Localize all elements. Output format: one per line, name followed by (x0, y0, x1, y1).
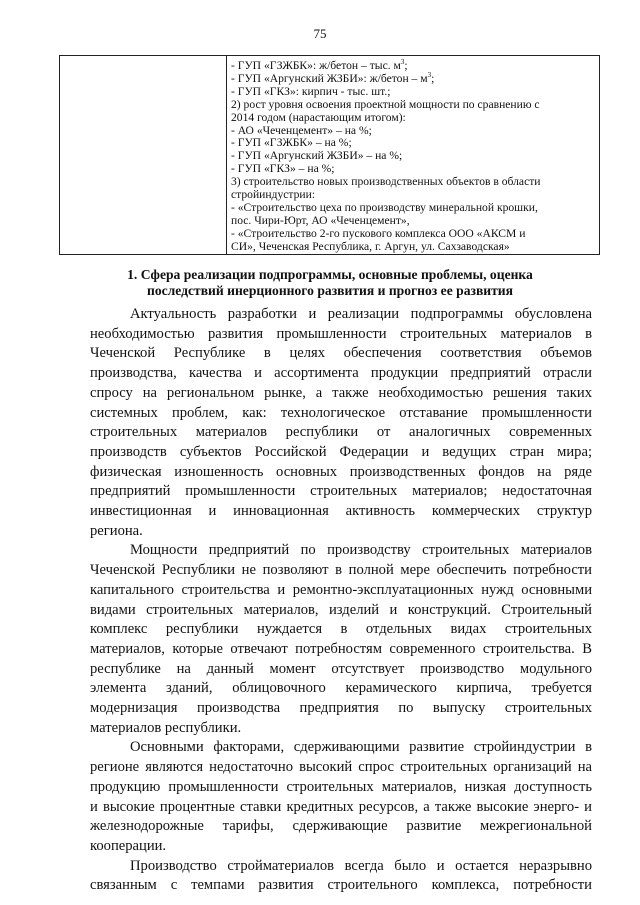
paragraph (90, 857, 592, 896)
table-cell-line: - ГУП «ГКЗ» – на %; (231, 162, 335, 176)
table-cell-line: - «Строительство 2-го пускового комплекса ООО «АКСМ и (231, 226, 526, 240)
paragraph-line: инвестиционная и инновационная активность коммерческих структур (90, 503, 592, 520)
table-cell-line: пос. Чири-Юрт, АО «Чеченцемент», (231, 213, 410, 227)
paragraph-line: Актуальность разработки и реализации подпрограммы обусловлена (130, 306, 592, 322)
paragraph-line: системных проблем, как: технологическое отставание промышленности (90, 404, 592, 421)
heading-line: последствий инерционного развития и прогноз ее развития (146, 283, 513, 298)
paragraph (90, 305, 592, 541)
paragraph-line: региона. (90, 522, 143, 539)
paragraph-line: предприятий промышленности строительных материалов; недостаточная (90, 483, 592, 500)
paragraph (90, 738, 592, 856)
paragraph-line: Чеченской Республики не позволяют в полной мере обеспечить потребности (90, 562, 592, 579)
paragraph-line: продукцию промышленности строительных материалов, низкая доступность (90, 778, 592, 795)
paragraph-line: производств субъектов Российской Федерации и ведущих стран мира; (90, 443, 592, 460)
paragraph-line: кооперации. (90, 837, 167, 854)
section-heading (80, 267, 580, 299)
paragraph-line: Основными факторами, сдерживающими развитие стройиндустрии в (130, 739, 592, 756)
paragraph-line: модернизация производства предприятия по выпуску строительных (90, 700, 592, 717)
heading-line: 1. Сфера реализации подпрограммы, основные проблемы, оценка (127, 267, 533, 282)
table-cell-line: стройиндустрии: (231, 188, 316, 202)
table-column-divider (226, 56, 227, 254)
paragraph-line: регионе являются недостаточно высокий спрос строительных организаций на (90, 759, 592, 776)
paragraph-line: видами строительных материалов, изделий и конструкций. Строительный (90, 601, 592, 618)
table-cell-line: - ГУП «Аргунский ЖЗБИ» – на %; (231, 149, 403, 163)
table-cell-line: - ГУП «ГЗЖБК»: ж/бетон – тыс. $м^3$; (231, 58, 408, 72)
paragraph-line: Производство стройматериалов всегда было и остается неразрывно (130, 857, 592, 874)
table-cell-line: - ГУП «ГЗЖБК» – на %; (231, 136, 352, 150)
table-cell-line: 2) рост уровня освоения проектной мощности по сравнению с (231, 97, 540, 111)
table-cell-line: - ГУП «Аргунский ЖЗБИ»: ж/бетон – $м^3$; (231, 71, 435, 85)
paragraph-line: необходимостью развития промышленности строительных материалов в (90, 325, 592, 342)
table-cell-indicators (231, 60, 595, 254)
body-text (90, 305, 592, 896)
paragraph-line: спросу на региональном рынке, а также необходимостью решения таких (90, 384, 592, 401)
table-cell-line: 2014 годом (нарастающим итогом): (231, 110, 406, 124)
table-cell-line: - АО «Чеченцемент» – на %; (231, 123, 372, 137)
table-cell-line: СИ», Чеченская Республика, г. Аргун, ул. Сахзаводская» (231, 239, 510, 253)
table-cell-line: 3) строительство новых производственных объектов в области (231, 175, 541, 189)
paragraph-line: строительных материалов республики от аналогичных современных (90, 424, 592, 441)
unit-superscript: 3 (427, 71, 432, 80)
page-number: 75 (313, 26, 327, 41)
table-fragment (59, 55, 600, 255)
paragraph-line: материалов республики. (90, 719, 242, 736)
paragraph-line: физическая изношенность основных производственных фондов на ряде (90, 463, 592, 480)
paragraph-line: связанным с темпами развития строительного комплекса, потребности (90, 877, 592, 894)
paragraph-line: капитального строительства и ремонтно-эксплуатационных нужд основными (90, 581, 592, 598)
paragraph-line: Чеченской Республике в целях обеспечения соответствия объемов (90, 345, 592, 362)
table-cell-line: - «Строительство цеха по производству минеральной крошки, (231, 200, 538, 214)
paragraph-line: производства, качества и ассортимента продукции предприятий отрасли (90, 365, 592, 382)
paragraph-line: и высокие процентные ставки кредитных ресурсов, а также высокие энерго- и (90, 798, 592, 815)
paragraph-line: республике на данный момент отсутствует производство модульного (90, 660, 592, 677)
table-cell-line: - ГУП «ГКЗ»: кирпич - тыс. шт.; (231, 84, 391, 98)
paragraph (90, 541, 592, 738)
paragraph-line: элемента зданий, облицовочного керамического кирпича, требуется (90, 680, 592, 697)
paragraph-line: материалов, которые отвечают потребностям современного строительства. В (90, 640, 592, 657)
paragraph-line: железнодорожные тарифы, сдерживающие развитие межрегиональной (90, 818, 592, 835)
paragraph-line: Мощности предприятий по производству строительных материалов (130, 542, 592, 559)
paragraph-line: комплекс республики нуждается в отдельных видах строительных (90, 621, 592, 638)
unit-superscript: 3 (400, 58, 405, 67)
